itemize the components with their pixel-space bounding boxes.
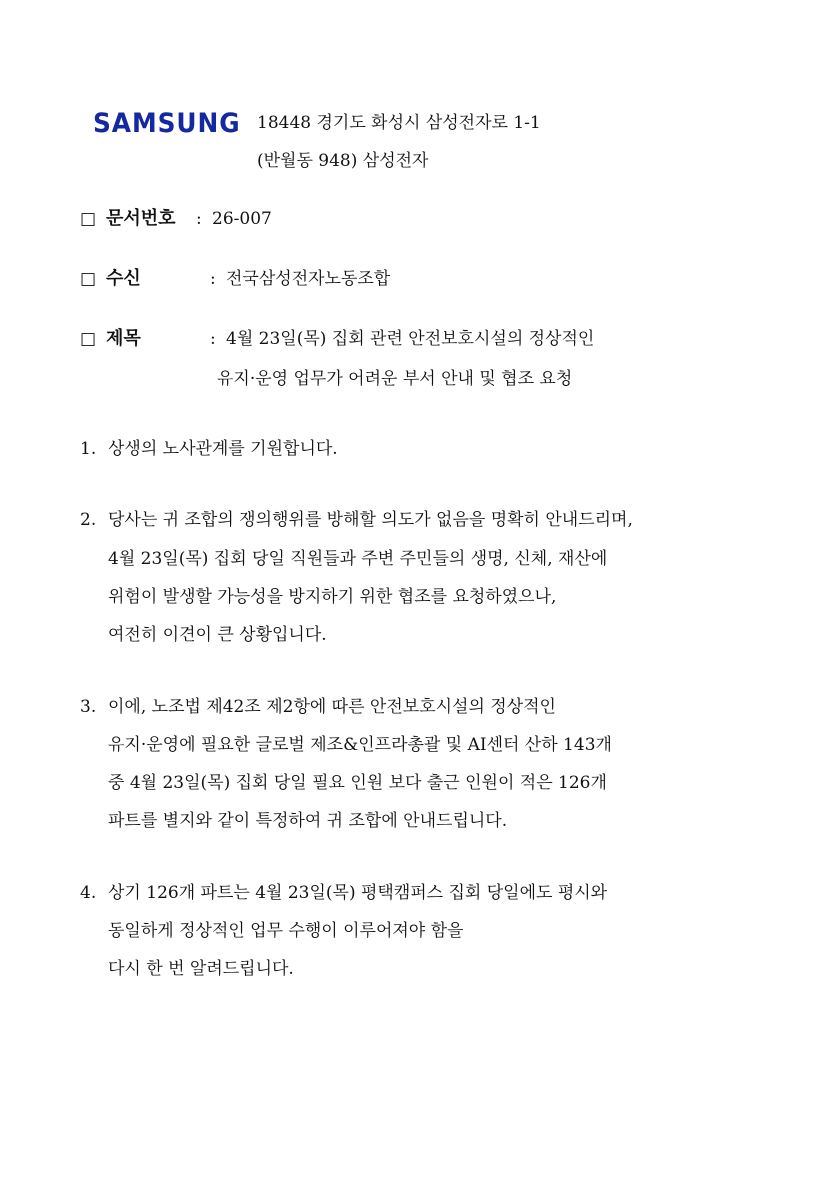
- colon: :: [210, 269, 216, 289]
- subject-line-2: 유지·운영 업무가 어려운 부서 안내 및 협조 요청: [217, 369, 573, 389]
- subject-field: [80, 328, 594, 350]
- recipient-label-char-2: 신: [123, 268, 141, 289]
- doc-number-field: [80, 208, 272, 230]
- recipient-label-char-1: 수: [106, 268, 124, 289]
- address-line-1: 18448 경기도 화성시 삼성전자로 1-1: [257, 113, 541, 133]
- paragraph-1-line-1: 상생의 노사관계를 기원합니다.: [108, 439, 338, 459]
- paragraph-1-number: 1.: [80, 439, 97, 459]
- checkbox-square-icon: □: [80, 329, 97, 349]
- paragraph-2-line-4: 여전히 이견이 큰 상황입니다.: [108, 625, 327, 645]
- paragraph-2-number: 2.: [80, 510, 97, 530]
- paragraph-2-line-3: 위험이 발생할 가능성을 방지하기 위한 협조를 요청하였으나,: [108, 587, 557, 607]
- colon: :: [196, 209, 202, 229]
- colon: :: [210, 329, 216, 349]
- paragraph-2-line-2: 4월 23일(목) 집회 당일 직원들과 주변 주민들의 생명, 신체, 재산에: [108, 549, 608, 569]
- doc-number-value: 26-007: [212, 209, 272, 229]
- paragraph-3-line-4: 파트를 별지와 같이 특정하여 귀 조합에 안내드립니다.: [108, 811, 508, 831]
- paragraph-3-line-3: 중 4월 23일(목) 집회 당일 필요 인원 보다 출근 인원이 적은 126개: [108, 773, 607, 793]
- paragraph-3-line-2: 유지·운영에 필요한 글로벌 제조&인프라총괄 및 AI센터 산하 143개: [108, 735, 612, 755]
- subject-line-1: 4월 23일(목) 집회 관련 안전보호시설의 정상적인: [226, 329, 595, 349]
- recipient-value: 전국삼성전자노동조합: [226, 269, 391, 289]
- checkbox-square-icon: □: [80, 269, 97, 289]
- checkbox-square-icon: □: [80, 209, 97, 229]
- subject-label: [106, 328, 196, 350]
- paragraph-2-line-1: 당사는 귀 조합의 쟁의행위를 방해할 의도가 없음을 명확히 안내드리며,: [108, 510, 633, 530]
- doc-number-label: 문서번호: [106, 208, 176, 229]
- samsung-logo: SAMSUNG: [93, 108, 241, 139]
- paragraph-4-line-2: 동일하게 정상적인 업무 수행이 이루어져야 함을: [108, 921, 464, 941]
- address-line-2: (반월동 948) 삼성전자: [257, 151, 429, 171]
- subject-label-char-1: 제: [106, 328, 124, 349]
- subject-label-char-2: 목: [123, 328, 141, 349]
- recipient-field: [80, 268, 390, 290]
- paragraph-4-line-3: 다시 한 번 알려드립니다.: [108, 959, 294, 979]
- recipient-label: [106, 268, 196, 290]
- paragraph-4-number: 4.: [80, 883, 97, 903]
- paragraph-3-number: 3.: [80, 697, 97, 717]
- paragraph-3-line-1: 이에, 노조법 제42조 제2항에 따른 안전보호시설의 정상적인: [108, 697, 556, 717]
- paragraph-4-line-1: 상기 126개 파트는 4월 23일(목) 평택캠퍼스 집회 당일에도 평시와: [108, 883, 608, 903]
